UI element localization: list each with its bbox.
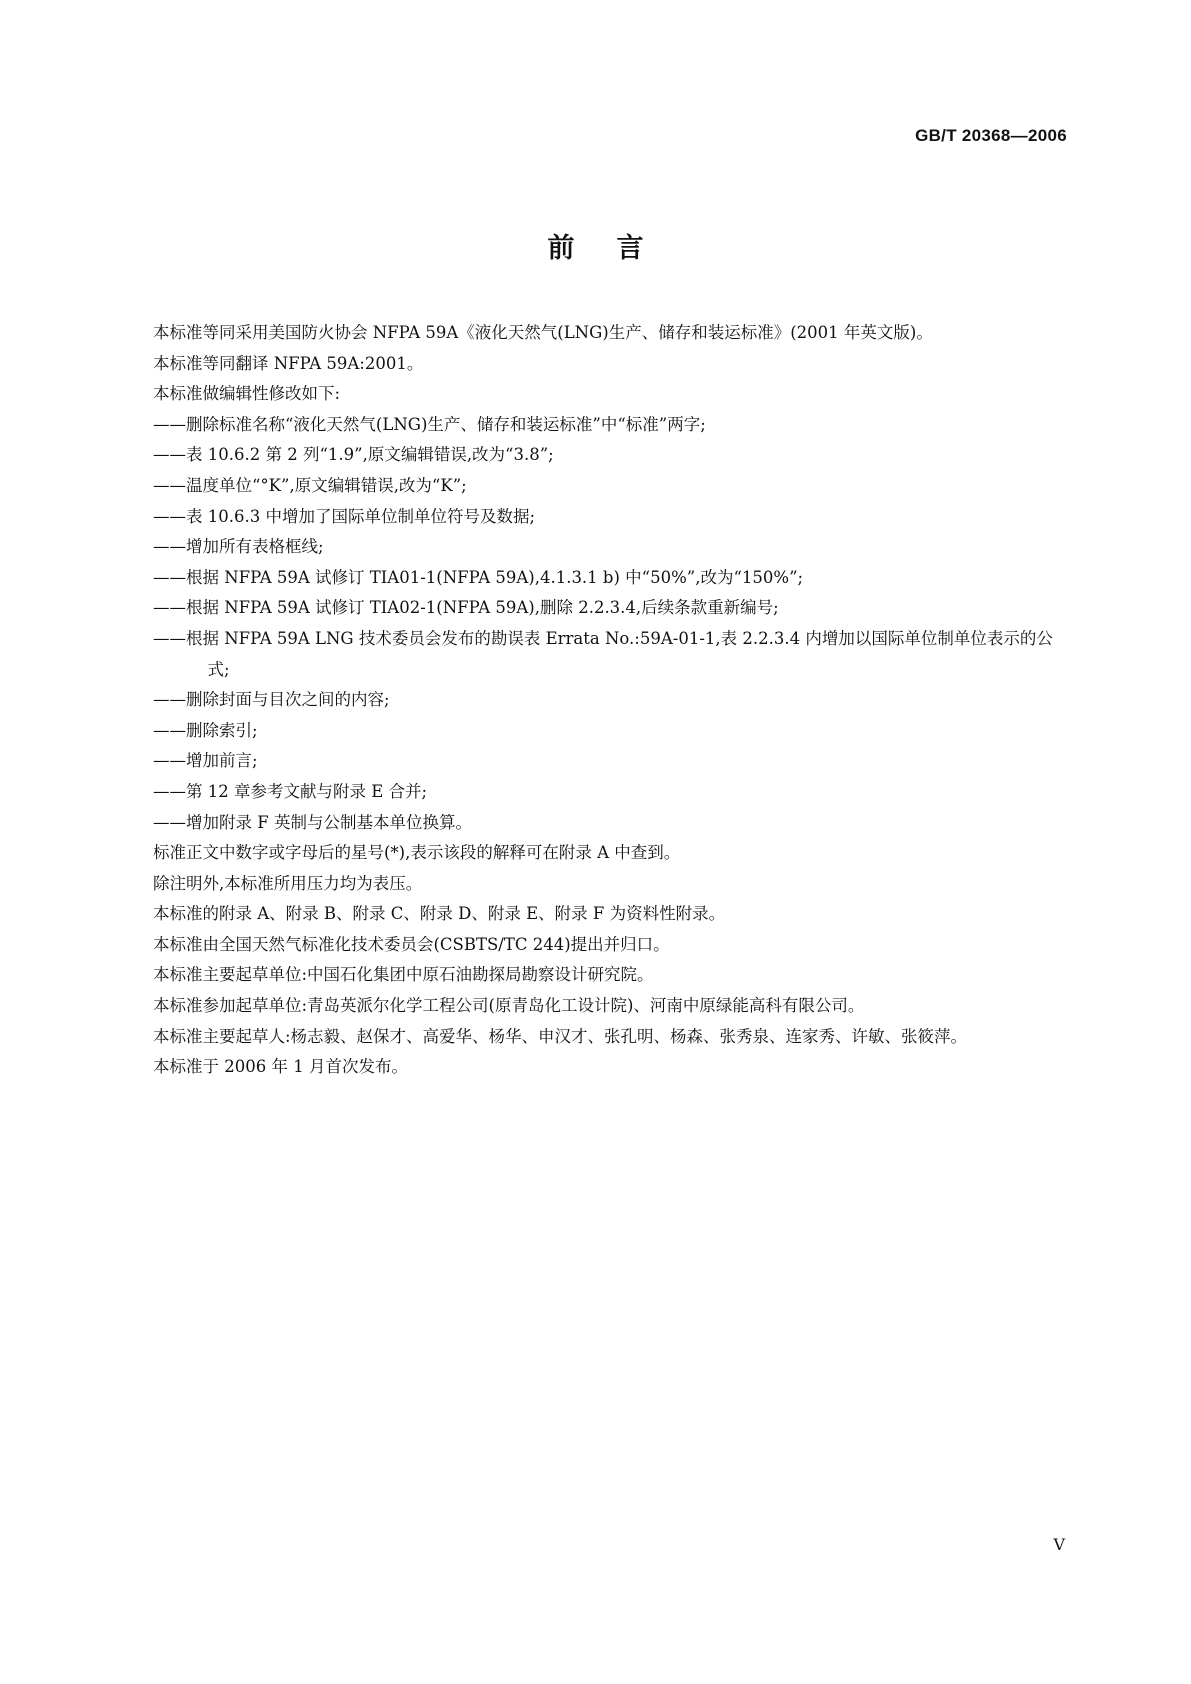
modification-item: ——增加所有表格框线;	[153, 537, 324, 557]
modification-item: ——根据 NFPA 59A 试修订 TIA01-1(NFPA 59A),4.1.3.1 b) 中“50%”,改为“150%”;	[153, 567, 804, 587]
paragraph: 本标准主要起草人:杨志毅、赵保才、高爱华、杨华、申汉才、张孔明、杨森、张秀泉、连家秀、许敏、张筱萍。	[153, 1026, 968, 1046]
modification-item: ——表 10.6.3 中增加了国际单位制单位符号及数据;	[153, 506, 536, 526]
modification-item: ——删除封面与目次之间的内容;	[153, 690, 390, 710]
paragraph: 本标准主要起草单位:中国石化集团中原石油勘探局勘察设计研究院。	[153, 965, 654, 985]
paragraph: 除注明外,本标准所用压力均为表压。	[153, 873, 423, 893]
paragraph: 本标准的附录 A、附录 B、附录 C、附录 D、附录 E、附录 F 为资料性附录。	[153, 904, 726, 924]
modification-item: ——根据 NFPA 59A 试修订 TIA02-1(NFPA 59A),删除 2.2.3.4,后续条款重新编号;	[153, 598, 779, 618]
modification-item: ——删除索引;	[153, 720, 258, 740]
paragraph: 本标准参加起草单位:青岛英派尔化学工程公司(原青岛化工设计院)、河南中原绿能高科有限公司。	[153, 996, 865, 1016]
standard-code: GB/T 20368—2006	[915, 126, 1067, 145]
modification-item: ——增加前言;	[153, 751, 258, 771]
page-title: 前言	[547, 233, 686, 264]
paragraph: 本标准由全国天然气标准化技术委员会(CSBTS/TC 244)提出并归口。	[153, 934, 670, 954]
modification-item: ——增加附录 F 英制与公制基本单位换算。	[153, 812, 472, 832]
modification-item: ——根据 NFPA 59A LNG 技术委员会发布的勘误表 Errata No.:59A-01-1,表 2.2.3.4 内增加以国际单位制单位表示的公式;	[153, 628, 1053, 679]
paragraph: 标准正文中数字或字母后的星号(*),表示该段的解释可在附录 A 中查到。	[153, 843, 681, 863]
paragraph: 本标准等同翻译 NFPA 59A:2001。	[153, 353, 424, 373]
foreword-body	[120, 318, 1071, 1083]
modification-item: ——表 10.6.2 第 2 列“1.9”,原文编辑错误,改为“3.8”;	[153, 445, 554, 465]
paragraph: 本标准等同采用美国防火协会 NFPA 59A《液化天然气(LNG)生产、储存和装运标准》(2001 年英文版)。	[153, 323, 933, 342]
modification-item: ——第 12 章参考文献与附录 E 合并;	[153, 781, 428, 801]
modification-item: ——删除标准名称“液化天然气(LNG)生产、储存和装运标准”中“标准”两字;	[153, 414, 706, 434]
page-number: V	[1053, 1535, 1065, 1554]
paragraph: 本标准于 2006 年 1 月首次发布。	[153, 1057, 408, 1077]
paragraph: 本标准做编辑性修改如下:	[153, 384, 341, 404]
modification-item: ——温度单位“°K”,原文编辑错误,改为“K”;	[153, 475, 467, 495]
